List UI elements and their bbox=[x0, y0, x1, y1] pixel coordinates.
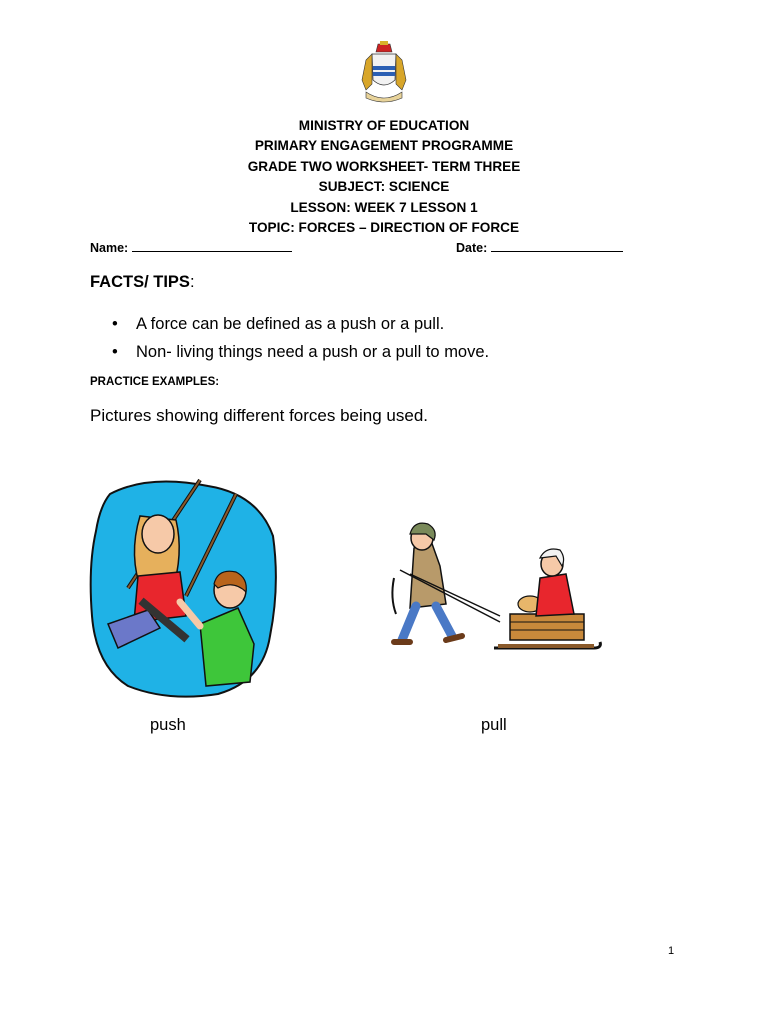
worksheet-title: GRADE TWO WORKSHEET- TERM THREE bbox=[247, 158, 521, 174]
page-number: 1 bbox=[668, 945, 675, 957]
push-caption: push bbox=[150, 716, 186, 734]
subject-line: SUBJECT: SCIENCE bbox=[318, 179, 450, 195]
pull-sled-illustration bbox=[380, 518, 602, 660]
name-field bbox=[90, 240, 292, 255]
facts-list bbox=[110, 310, 489, 366]
practice-intro: Pictures showing different forces being used. bbox=[90, 406, 428, 425]
document-header bbox=[0, 116, 768, 238]
name-label: Name: bbox=[90, 241, 129, 255]
coat-of-arms-icon bbox=[354, 40, 414, 106]
facts-heading bbox=[90, 273, 195, 292]
date-field bbox=[456, 240, 623, 255]
date-blank[interactable] bbox=[491, 240, 623, 252]
pull-caption: pull bbox=[481, 716, 507, 734]
facts-heading-text: FACTS/ TIPS bbox=[90, 273, 190, 291]
programme-title: PRIMARY ENGAGEMENT PROGRAMME bbox=[254, 138, 514, 154]
lesson-line: LESSON: WEEK 7 LESSON 1 bbox=[290, 199, 478, 215]
date-label: Date: bbox=[456, 241, 488, 255]
topic-line: TOPIC: FORCES – DIRECTION OF FORCE bbox=[248, 220, 520, 236]
facts-heading-colon: : bbox=[189, 273, 195, 291]
practice-heading: PRACTICE EXAMPLES: bbox=[90, 376, 220, 388]
fact-item: • A force can be defined as a push or a pull. bbox=[110, 310, 489, 338]
name-blank[interactable] bbox=[132, 240, 292, 252]
push-swing-illustration bbox=[88, 476, 278, 701]
fact-item: • Non- living things need a push or a pull to move. bbox=[110, 338, 489, 366]
ministry-title: MINISTRY OF EDUCATION bbox=[298, 118, 470, 133]
